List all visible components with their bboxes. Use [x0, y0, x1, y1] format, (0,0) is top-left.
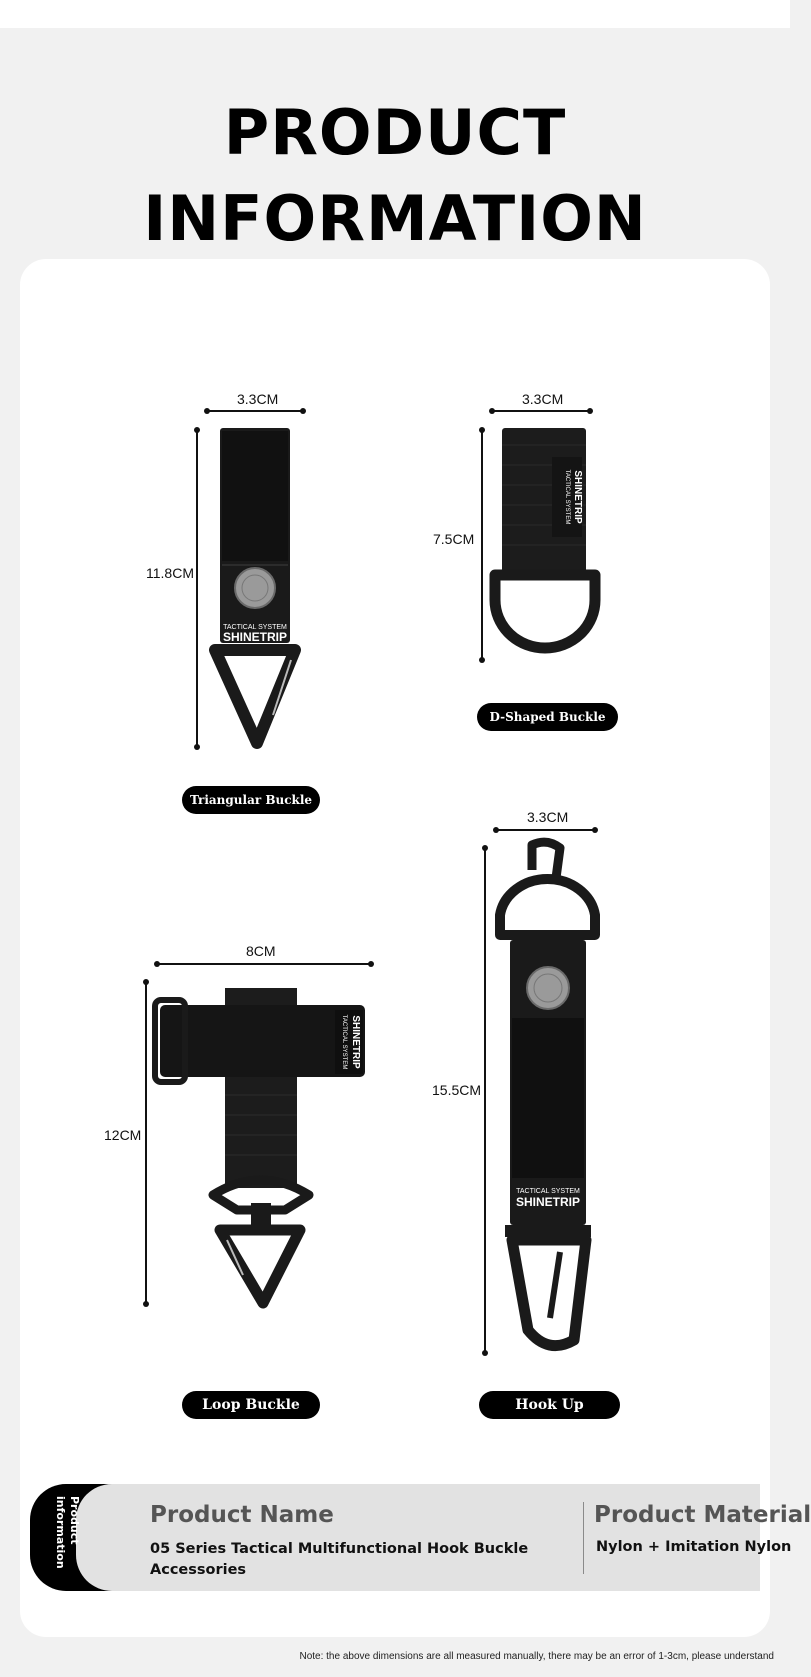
height-dimension-line	[196, 430, 198, 747]
product-name-value: 05 Series Tactical Multifunctional Hook Buckle Accessories	[150, 1541, 529, 1578]
label-pill: D-Shaped Buckle	[477, 703, 618, 731]
hook-up-image	[490, 840, 605, 1360]
height-dimension-line	[145, 982, 147, 1304]
product-name-label: Product Name	[150, 1502, 334, 1528]
info-tab-label: Product information	[54, 1496, 81, 1569]
width-dimension-line	[207, 410, 303, 412]
measurement-note: Note: the above dimensions are all measured manually, there may be an error of 1-3cm, please understand	[299, 1651, 774, 1662]
page-title-line-1: PRODUCT	[223, 96, 567, 169]
height-label: 12CM	[104, 1127, 142, 1143]
height-dimension-line	[481, 430, 483, 660]
brand-line-2: SHINETRIP	[515, 1195, 581, 1209]
loop-buckle-image	[155, 985, 375, 1310]
brand-line-1: TACTICAL SYSTEM	[223, 624, 287, 631]
info-content	[76, 1484, 811, 1591]
brand-line-2: SHINETRIP	[222, 630, 288, 644]
width-dimension-line	[496, 829, 595, 831]
width-label: 8CM	[246, 943, 276, 959]
product-info-bar	[30, 1484, 811, 1591]
product-material-label: Product Material	[594, 1502, 811, 1528]
product-card	[20, 259, 770, 1637]
top-strip	[0, 0, 790, 28]
height-label: 7.5CM	[433, 531, 475, 547]
brand-line-1: TACTICAL SYSTEM	[341, 1014, 347, 1070]
d-shaped-buckle-image	[490, 425, 600, 665]
label-pill: Triangular Buckle	[182, 786, 320, 814]
width-label: 3.3CM	[522, 391, 564, 407]
brand-line-1: TACTICAL SYSTEM	[516, 1188, 580, 1195]
width-dimension-line	[492, 410, 590, 412]
width-label: 3.3CM	[237, 391, 279, 407]
triangular-buckle-image	[205, 425, 305, 750]
label-pill: Hook Up	[479, 1391, 620, 1419]
brand-line-1: TACTICAL SYSTEM	[564, 469, 570, 525]
brand-line-2: SHINETRIP	[350, 1015, 361, 1069]
height-label: 15.5CM	[432, 1082, 482, 1098]
label-pill: Loop Buckle	[182, 1391, 320, 1419]
info-divider	[583, 1502, 584, 1574]
brand-line-2: SHINETRIP	[572, 470, 583, 524]
height-label: 11.8CM	[146, 565, 194, 581]
product-material-value: Nylon + Imitation Nylon	[596, 1539, 792, 1555]
page-title-line-2: INFORMATION	[143, 182, 647, 255]
width-label: 3.3CM	[527, 809, 569, 825]
width-dimension-line	[157, 963, 371, 965]
height-dimension-line	[484, 848, 486, 1353]
